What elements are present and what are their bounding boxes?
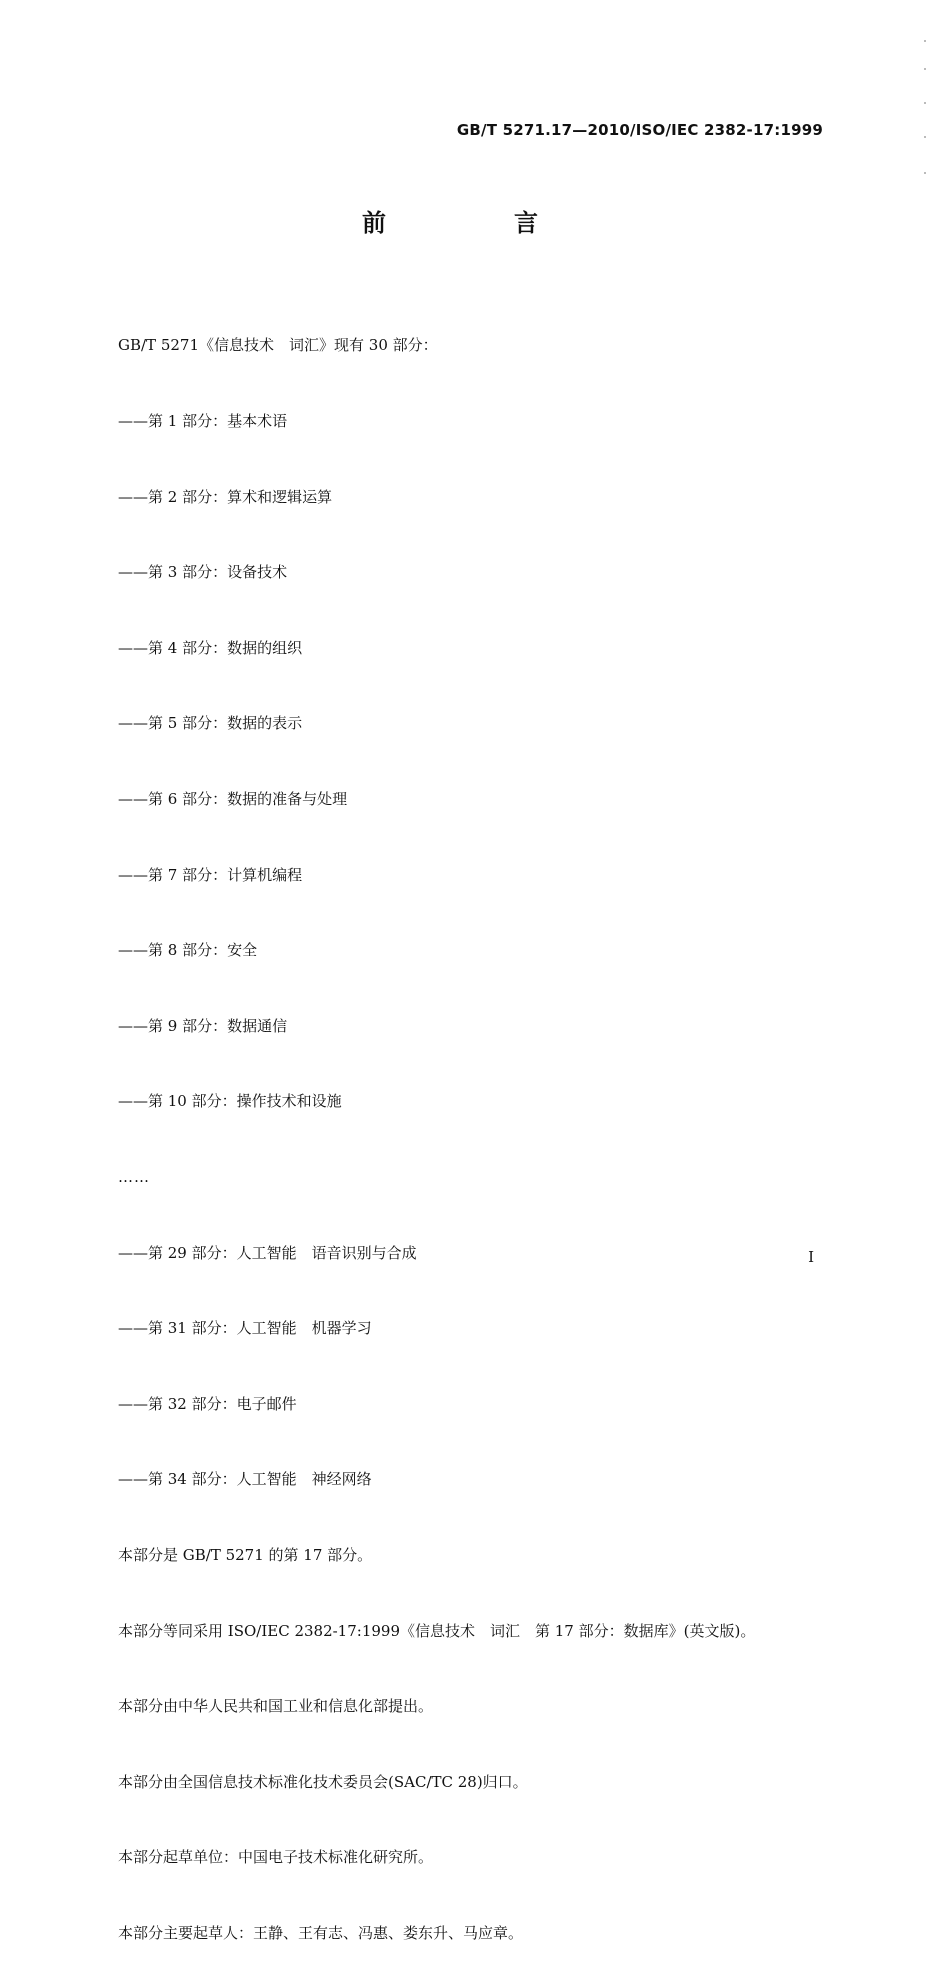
- scan-artifact-dots: [924, 40, 926, 180]
- page-number: I: [808, 1248, 814, 1266]
- statement-line: 本部分由全国信息技术标准化技术委员会(SAC/TC 28)归口。: [118, 1772, 528, 1791]
- document-body: [118, 283, 838, 1971]
- statement-line: 本部分主要起草人：王静、王有志、冯惠、娄东升、马应章。: [118, 1923, 524, 1942]
- part-list-item: ——第 4 部分：数据的组织: [118, 638, 303, 657]
- statement-line: 本部分由中华人民共和国工业和信息化部提出。: [118, 1697, 434, 1716]
- part-list-item: ——第 32 部分：电子邮件: [118, 1394, 297, 1413]
- part-list-item: ——第 2 部分：算术和逻辑运算: [118, 487, 333, 506]
- part-list-item: ——第 10 部分：操作技术和设施: [118, 1092, 342, 1111]
- part-list-item: ——第 6 部分：数据的准备与处理: [118, 789, 348, 808]
- part-list-item: ——第 5 部分：数据的表示: [118, 714, 303, 733]
- part-list-item: ——第 8 部分：安全: [118, 941, 258, 960]
- intro-line: GB/T 5271《信息技术 词汇》现有 30 部分：: [118, 336, 438, 355]
- standard-code: GB/T 5271.17—2010/ISO/IEC 2382-17:1999: [456, 121, 823, 139]
- part-list-item: ——第 1 部分：基本术语: [118, 412, 288, 430]
- part-list-item: ——第 7 部分：计算机编程: [118, 865, 303, 884]
- part-list-item: ——第 9 部分：数据通信: [118, 1016, 288, 1035]
- statement-line: 本部分起草单位：中国电子技术标准化研究所。: [118, 1848, 434, 1867]
- part-list-item: ——第 29 部分：人工智能 语音识别与合成: [118, 1243, 417, 1262]
- statement-line: 本部分是 GB/T 5271 的第 17 部分。: [118, 1545, 373, 1564]
- list-ellipsis: ……: [118, 1167, 150, 1186]
- page-title: 前 言: [362, 209, 590, 237]
- part-list-item: ——第 31 部分：人工智能 机器学习: [118, 1319, 372, 1338]
- part-list-item: ——第 3 部分：设备技术: [118, 563, 288, 582]
- statement-line: 本部分等同采用 ISO/IEC 2382-17:1999《信息技术 词汇 第 17 部分：数据库》(英文版)。: [118, 1621, 756, 1640]
- part-list-item: ——第 34 部分：人工智能 神经网络: [118, 1470, 372, 1489]
